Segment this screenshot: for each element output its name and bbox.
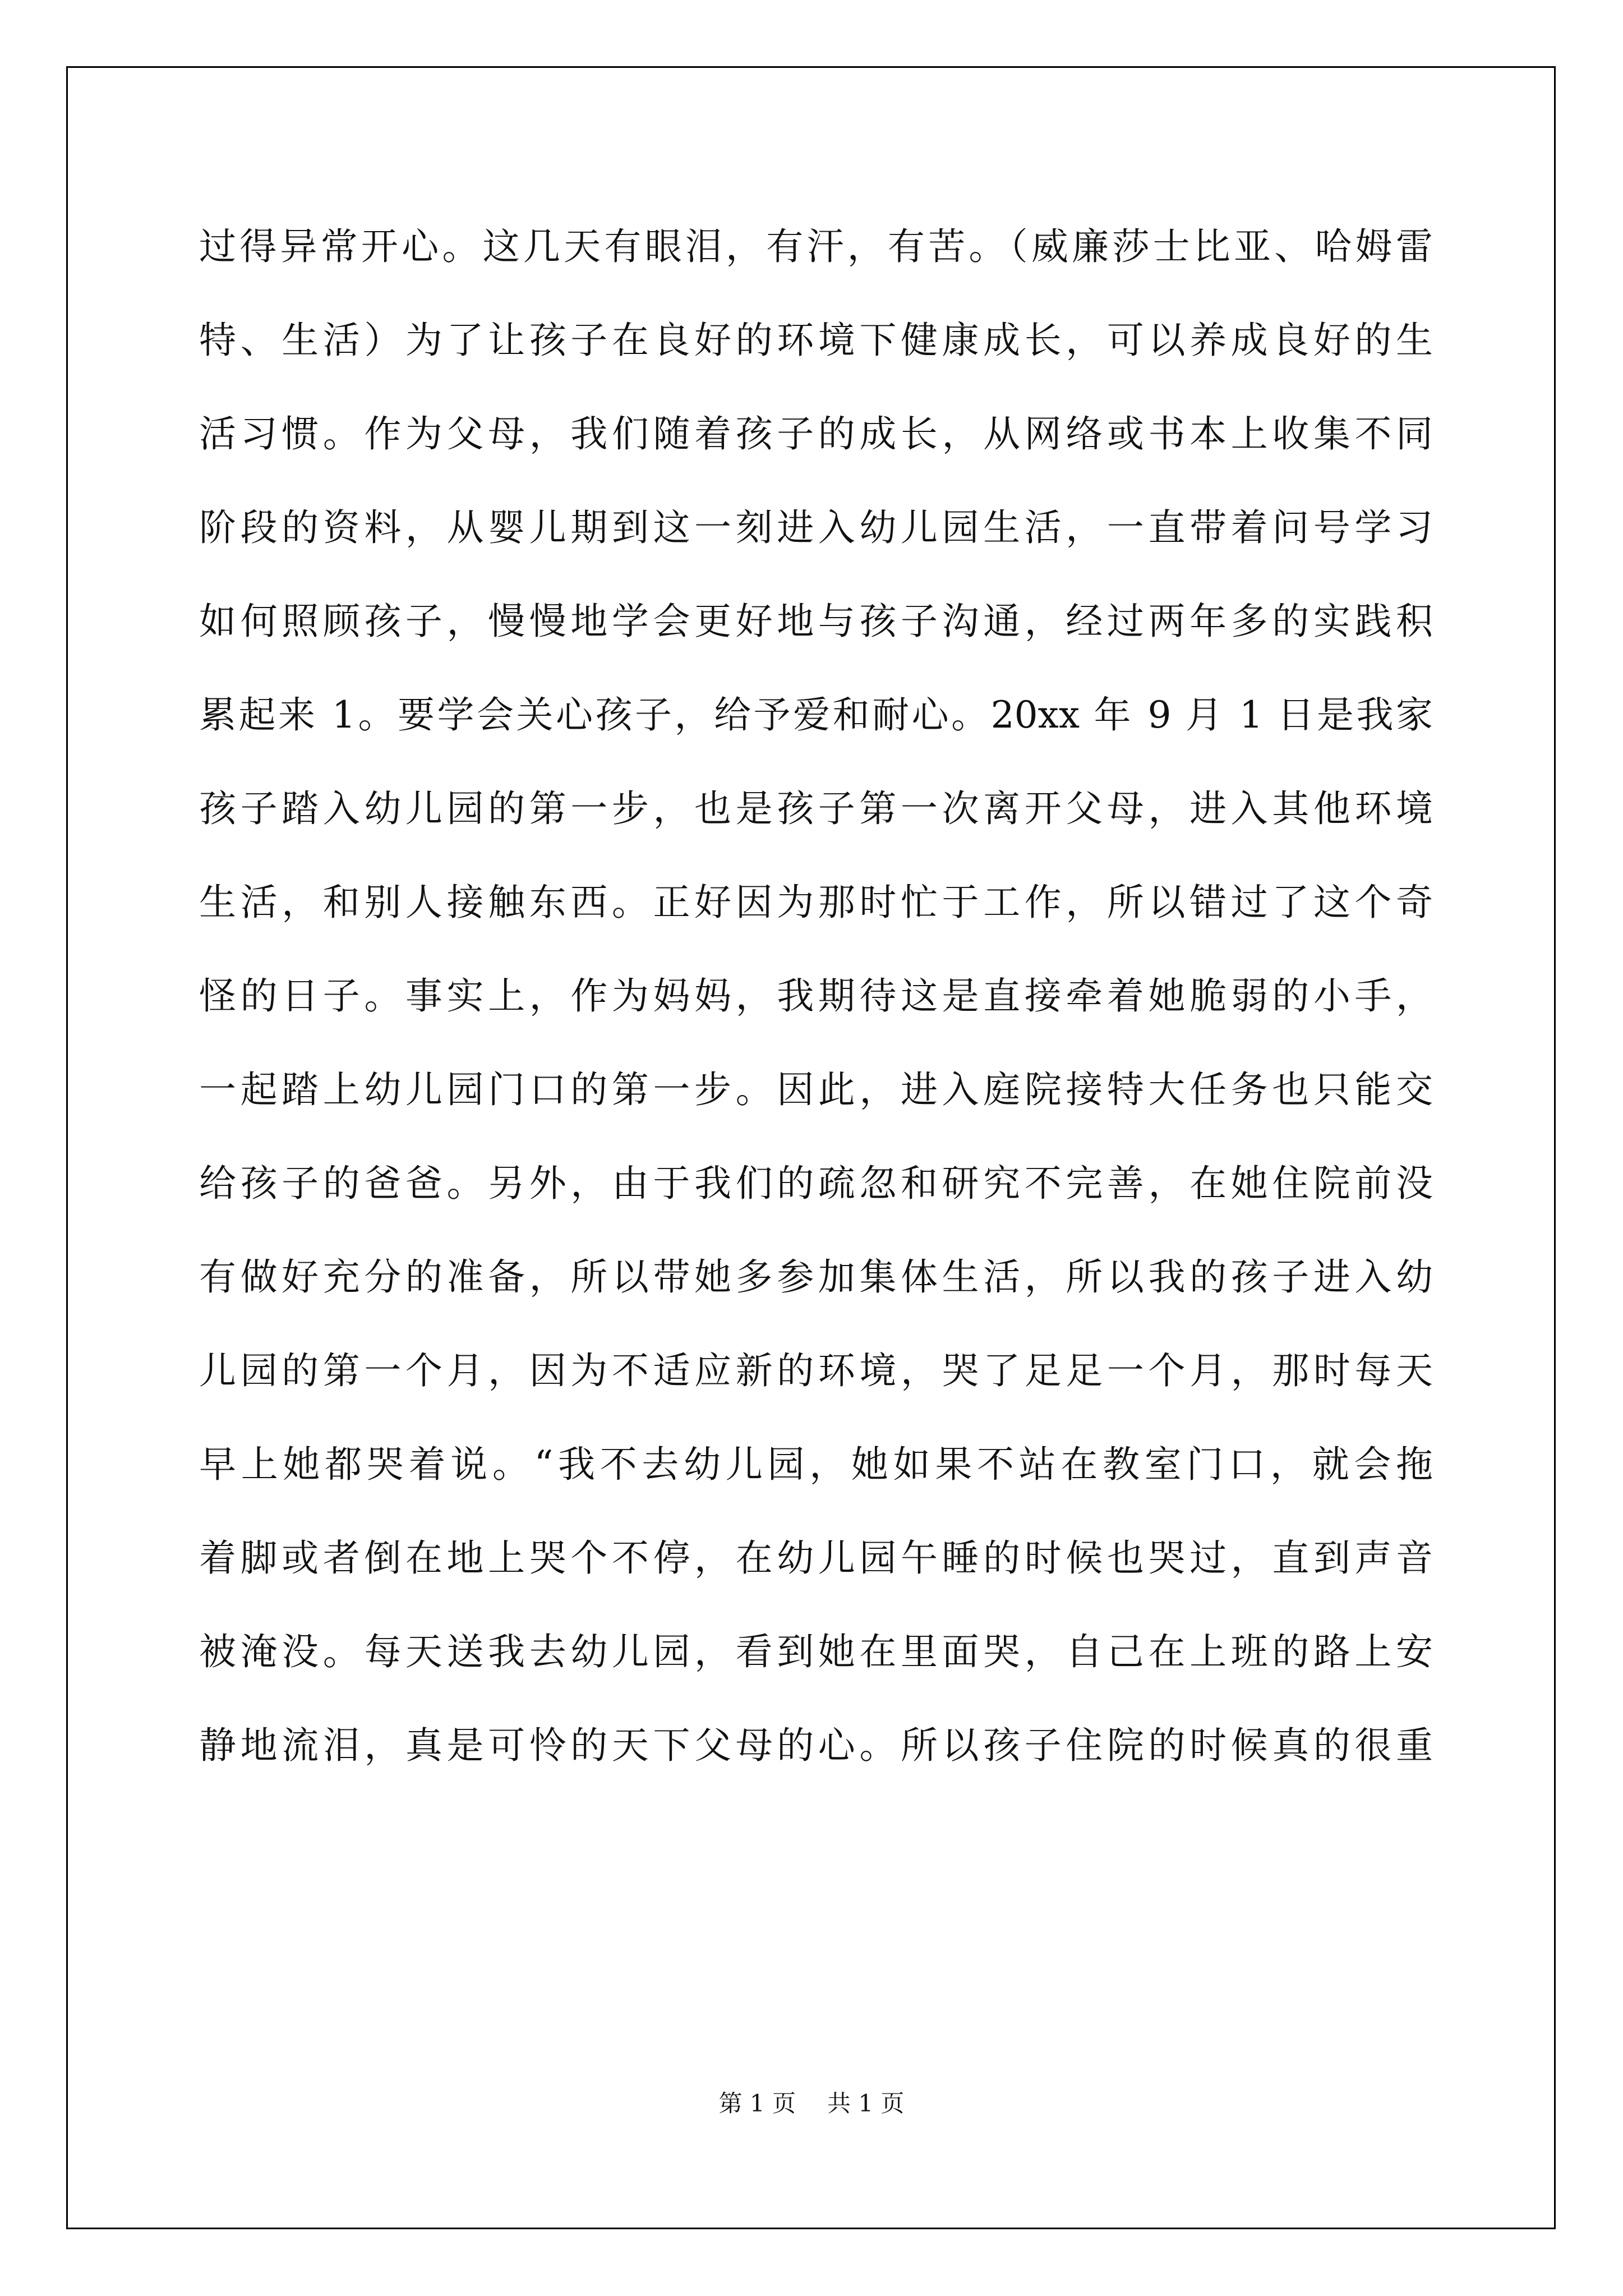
document-body: [199, 215, 1433, 1808]
text-line: 孩子踏入幼儿园的第一步，也是孩子第一次离开父母，进入其他环境: [199, 787, 1433, 830]
text-line: 着脚或者倒在地上哭个不停，在幼儿园午睡的时候也哭过，直到声音: [199, 1536, 1433, 1580]
page-total: 共 1 页: [827, 2090, 905, 2117]
text-line: 被淹没。每天送我去幼儿园，看到她在里面哭，自己在上班的路上安: [199, 1630, 1433, 1673]
text-line: 儿园的第一个月，因为不适应新的环境，哭了足足一个月，那时每天: [199, 1349, 1433, 1392]
text-line: 活习惯。作为父母，我们随着孩子的成长，从网络或书本上收集不同: [199, 412, 1433, 455]
text-line: 累起来 1。要学会关心孩子，给予爱和耐心。20xx 年 9 月 1 日是我家: [199, 693, 1433, 737]
text-line: 特、生活）为了让孩子在良好的环境下健康成长，可以养成良好的生: [199, 319, 1433, 362]
text-line: 给孩子的爸爸。另外，由于我们的疏忽和研究不完善，在她住院前没: [199, 1162, 1433, 1205]
page-footer: [0, 2087, 1623, 2120]
page-number: 第 1 页: [718, 2090, 796, 2117]
text-line: 早上她都哭着说。“我不去幼儿园，她如果不站在教室门口，就会拖: [199, 1443, 1433, 1486]
text-line: 生活，和别人接触东西。正好因为那时忙于工作，所以错过了这个奇: [199, 881, 1433, 924]
text-line: 过得异常开心。这几天有眼泪，有汗，有苦。（威廉莎士比亚、哈姆雷: [199, 225, 1433, 268]
text-line: 有做好充分的准备，所以带她多参加集体生活，所以我的孩子进入幼: [199, 1255, 1433, 1299]
text-line: 静地流泪，真是可怜的天下父母的心。所以孩子住院的时候真的很重: [199, 1724, 1433, 1767]
text-line: 一起踏上幼儿园门口的第一步。因此，进入庭院接特大任务也只能交: [199, 1068, 1433, 1111]
text-line: 怪的日子。事实上，作为妈妈，我期待这是直接牵着她脆弱的小手，: [199, 974, 1433, 1018]
text-line: 如何照顾孩子，慢慢地学会更好地与孩子沟通，经过两年多的实践积: [199, 600, 1433, 643]
text-line: 阶段的资料，从婴儿期到这一刻进入幼儿园生活，一直带着问号学习: [199, 506, 1433, 549]
